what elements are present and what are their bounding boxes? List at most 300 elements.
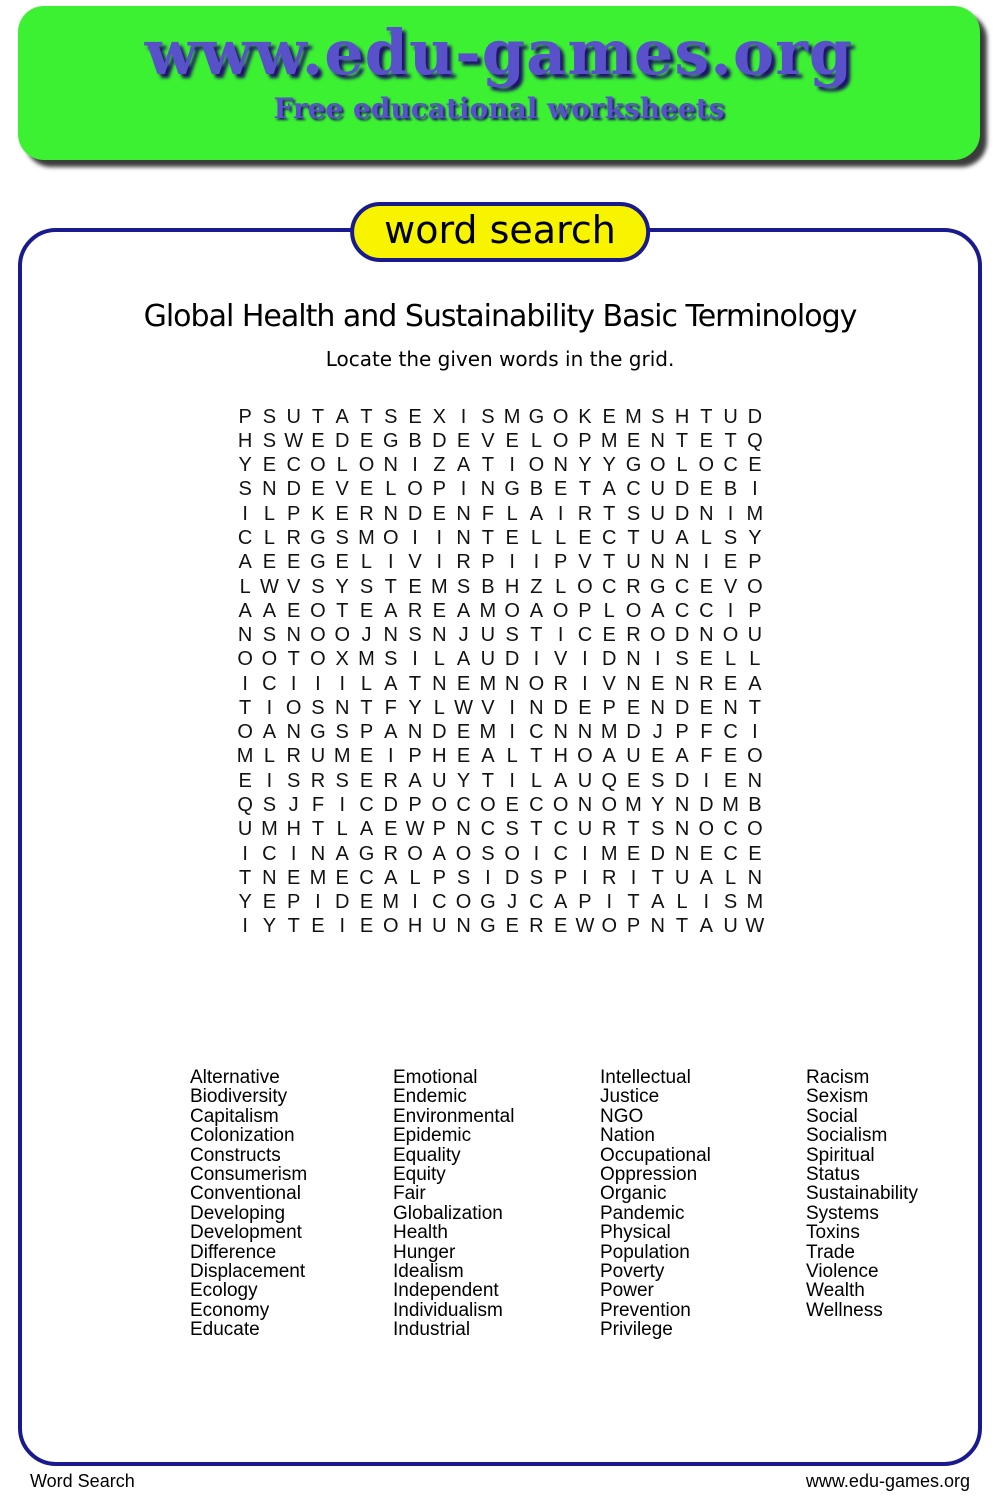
grid-letter: F bbox=[311, 793, 325, 816]
grid-letter: E bbox=[335, 551, 349, 574]
grid-letter: S bbox=[359, 575, 374, 598]
grid-letter: S bbox=[651, 405, 665, 428]
grid-letter: Y bbox=[335, 575, 349, 598]
grid-letter: A bbox=[554, 769, 568, 792]
grid-letter: N bbox=[699, 624, 714, 647]
grid-letter: P bbox=[578, 891, 592, 914]
grid-letter: A bbox=[748, 672, 762, 695]
grid-letter: I bbox=[387, 745, 394, 768]
word-list-item: Oppression bbox=[600, 1164, 698, 1186]
grid-letter: L bbox=[725, 866, 737, 889]
grid-letter: E bbox=[505, 915, 519, 938]
word-list-item: Spiritual bbox=[806, 1144, 875, 1166]
grid-letter: B bbox=[481, 575, 495, 598]
grid-letter: U bbox=[723, 405, 738, 428]
grid-letter: F bbox=[700, 745, 713, 768]
grid-letter: E bbox=[578, 526, 592, 549]
word-search-badge: word search bbox=[350, 202, 650, 262]
grid-letter: Z bbox=[530, 575, 543, 598]
grid-letter: N bbox=[674, 842, 690, 865]
grid-letter: S bbox=[505, 818, 519, 841]
grid-letter: A bbox=[384, 599, 398, 622]
grid-letter: T bbox=[481, 769, 494, 792]
grid-letter: I bbox=[290, 842, 297, 865]
grid-letter: M bbox=[479, 599, 497, 622]
word-list-item: Wealth bbox=[806, 1280, 865, 1302]
grid-letter: S bbox=[505, 624, 519, 647]
grid-letter: D bbox=[286, 478, 301, 501]
grid-letter: M bbox=[722, 793, 739, 816]
grid-letter: T bbox=[675, 915, 689, 938]
puzzle-title: Global Health and Sustainability Basic Terminology bbox=[143, 299, 857, 334]
word-list-item: Equity bbox=[393, 1164, 446, 1186]
grid-letter: V bbox=[578, 551, 592, 574]
grid-letter: I bbox=[703, 551, 710, 574]
grid-letter: E bbox=[359, 478, 374, 501]
grid-letter: A bbox=[238, 551, 252, 574]
word-list-item: Racism bbox=[806, 1067, 870, 1088]
grid-letter: P bbox=[287, 891, 301, 914]
grid-letter: O bbox=[601, 915, 617, 938]
grid-letter: J bbox=[288, 793, 299, 816]
grid-letter: N bbox=[383, 502, 398, 525]
grid-letter: L bbox=[433, 648, 445, 671]
grid-letter: O bbox=[237, 721, 253, 744]
grid-letter: Z bbox=[433, 454, 446, 477]
grid-letter: O bbox=[261, 648, 278, 671]
grid-letter: I bbox=[266, 769, 273, 792]
grid-letter: S bbox=[651, 769, 665, 792]
grid-letter: A bbox=[432, 842, 446, 865]
grid-letter: N bbox=[504, 672, 520, 695]
word-list-item: Displacement bbox=[190, 1261, 306, 1283]
grid-letter: A bbox=[456, 599, 471, 622]
grid-letter: X bbox=[432, 405, 446, 428]
grid-letter: N bbox=[626, 648, 641, 671]
grid-letter: I bbox=[727, 599, 734, 622]
grid-letter: P bbox=[287, 502, 301, 525]
word-list-item: Developing bbox=[190, 1202, 286, 1224]
grid-letter: H bbox=[407, 915, 423, 938]
grid-letter: V bbox=[481, 429, 495, 452]
grid-letter: L bbox=[506, 502, 518, 525]
site-title: www.edu-games.org bbox=[144, 16, 854, 89]
grid-letter: N bbox=[747, 866, 763, 889]
word-list-item: Economy bbox=[190, 1299, 270, 1321]
grid-letter: X bbox=[335, 648, 349, 671]
grid-letter: N bbox=[262, 478, 277, 501]
grid-letter: L bbox=[555, 575, 567, 598]
word-column bbox=[600, 1068, 800, 1340]
word-list-item: Prevention bbox=[600, 1299, 691, 1321]
grid-letter: D bbox=[650, 842, 665, 865]
word-list-item: Violence bbox=[806, 1261, 879, 1283]
word-list-item: Biodiversity bbox=[190, 1086, 288, 1108]
grid-letter: P bbox=[238, 405, 252, 428]
grid-letter: W bbox=[575, 915, 595, 938]
grid-letter: T bbox=[530, 624, 543, 647]
grid-letter: E bbox=[359, 429, 374, 452]
grid-letter: T bbox=[530, 818, 543, 841]
grid-letter: T bbox=[530, 745, 543, 768]
grid-letter: C bbox=[529, 721, 544, 744]
grid-letter: M bbox=[358, 648, 375, 671]
grid-letter: C bbox=[529, 793, 544, 816]
grid-letter: P bbox=[626, 915, 641, 938]
grid-letter: M bbox=[600, 842, 618, 865]
grid-letter: L bbox=[336, 454, 348, 477]
grid-letter: O bbox=[722, 624, 739, 647]
grid-letter: Y bbox=[748, 526, 762, 549]
grid-letter: I bbox=[582, 648, 588, 671]
grid-letter: H bbox=[286, 818, 301, 841]
grid-letter: R bbox=[601, 866, 617, 889]
grid-letter: M bbox=[382, 891, 400, 914]
grid-letter: O bbox=[601, 793, 617, 816]
grid-letter: T bbox=[748, 696, 761, 719]
grid-letter: R bbox=[310, 769, 326, 792]
grid-letter: S bbox=[675, 648, 689, 671]
grid-letter: E bbox=[505, 526, 519, 549]
grid-letter: T bbox=[311, 405, 325, 428]
site-header-banner bbox=[18, 6, 980, 160]
grid-letter: O bbox=[431, 793, 448, 816]
grid-letter: V bbox=[602, 672, 616, 695]
grid-letter: E bbox=[505, 429, 519, 452]
grid-letter: P bbox=[481, 551, 495, 574]
grid-letter: U bbox=[723, 915, 738, 938]
word-list-item: Organic bbox=[600, 1183, 667, 1205]
grid-letter: R bbox=[626, 624, 641, 647]
grid-letter: E bbox=[626, 842, 641, 865]
grid-letter: N bbox=[553, 721, 568, 744]
grid-letter: P bbox=[432, 866, 446, 889]
grid-letter: L bbox=[676, 891, 688, 914]
grid-letter: D bbox=[383, 793, 398, 816]
grid-letter: D bbox=[674, 624, 690, 647]
grid-letter: V bbox=[723, 575, 738, 598]
grid-letter: S bbox=[262, 624, 277, 647]
grid-letter: E bbox=[456, 721, 471, 744]
grid-letter: I bbox=[266, 696, 273, 719]
grid-letter: A bbox=[481, 745, 495, 768]
grid-letter: B bbox=[748, 793, 762, 816]
word-list-item: Environmental bbox=[393, 1105, 515, 1127]
grid-letter: D bbox=[553, 696, 568, 719]
word-list-item: Endemic bbox=[393, 1086, 467, 1108]
grid-letter: T bbox=[724, 429, 737, 452]
grid-letter: P bbox=[432, 478, 446, 501]
grid-letter: T bbox=[311, 818, 325, 841]
grid-letter: M bbox=[625, 793, 642, 816]
grid-letter: O bbox=[382, 526, 399, 549]
grid-letter: N bbox=[383, 454, 398, 477]
grid-letter: E bbox=[311, 478, 325, 501]
word-list-item: Fair bbox=[393, 1183, 426, 1205]
grid-letter: D bbox=[674, 769, 690, 792]
grid-letter: S bbox=[262, 793, 277, 816]
word-list-item: Population bbox=[600, 1241, 690, 1263]
grid-letter: W bbox=[745, 915, 765, 938]
grid-letter: A bbox=[602, 745, 616, 768]
grid-letter: I bbox=[582, 866, 588, 889]
grid-letter: N bbox=[432, 672, 447, 695]
grid-letter: T bbox=[627, 526, 640, 549]
grid-letter: R bbox=[529, 915, 544, 938]
grid-letter: U bbox=[577, 769, 593, 792]
grid-letter: T bbox=[481, 526, 494, 549]
grid-letter: E bbox=[359, 745, 374, 768]
grid-letter: T bbox=[627, 818, 640, 841]
grid-letter: O bbox=[698, 454, 715, 477]
grid-letter: N bbox=[626, 672, 641, 695]
word-list-item: NGO bbox=[600, 1105, 644, 1127]
grid-letter: D bbox=[626, 721, 641, 744]
grid-letter: R bbox=[359, 502, 374, 525]
grid-letter: H bbox=[504, 575, 520, 598]
grid-letter: E bbox=[554, 915, 568, 938]
word-list-item: Physical bbox=[600, 1222, 671, 1244]
grid-letter: C bbox=[529, 891, 544, 914]
grid-letter: M bbox=[625, 405, 642, 428]
grid-letter: C bbox=[262, 672, 277, 695]
grid-letter: E bbox=[287, 551, 301, 574]
grid-letter: T bbox=[384, 575, 397, 598]
grid-letter: I bbox=[654, 648, 661, 671]
grid-letter: P bbox=[578, 599, 592, 622]
grid-letter: F bbox=[481, 502, 494, 525]
grid-letter: E bbox=[723, 745, 738, 768]
grid-letter: C bbox=[601, 575, 617, 598]
grid-letter: P bbox=[554, 866, 568, 889]
grid-letter: I bbox=[315, 672, 321, 695]
word-column bbox=[190, 1068, 390, 1340]
grid-letter: S bbox=[335, 721, 349, 744]
grid-letter: I bbox=[460, 478, 467, 501]
grid-letter: N bbox=[237, 624, 253, 647]
grid-letter: E bbox=[626, 429, 641, 452]
word-list-item: Privilege bbox=[600, 1319, 673, 1341]
grid-letter: I bbox=[315, 891, 321, 914]
grid-letter: N bbox=[650, 915, 665, 938]
grid-letter: E bbox=[626, 696, 641, 719]
grid-letter: Y bbox=[238, 454, 252, 477]
grid-letter: D bbox=[432, 721, 447, 744]
grid-letter: T bbox=[700, 405, 713, 428]
grid-letter: E bbox=[238, 769, 252, 792]
grid-letter: E bbox=[602, 624, 616, 647]
grid-letter: M bbox=[503, 405, 521, 428]
grid-letter: I bbox=[485, 866, 491, 889]
grid-letter: L bbox=[506, 745, 518, 768]
grid-letter: N bbox=[577, 793, 593, 816]
grid-letter: U bbox=[650, 526, 665, 549]
word-list-item: Wellness bbox=[806, 1299, 883, 1321]
grid-letter: N bbox=[286, 721, 301, 744]
grid-letter: O bbox=[528, 454, 545, 477]
grid-letter: A bbox=[602, 478, 616, 501]
grid-letter: U bbox=[480, 624, 496, 647]
grid-letter: E bbox=[699, 648, 713, 671]
grid-letter: E bbox=[505, 793, 519, 816]
grid-letter: D bbox=[432, 429, 447, 452]
grid-letter: N bbox=[480, 478, 496, 501]
grid-letter: C bbox=[553, 818, 568, 841]
grid-letter: O bbox=[455, 891, 472, 914]
grid-letter: H bbox=[553, 745, 568, 768]
grid-letter: E bbox=[262, 551, 277, 574]
grid-letter: O bbox=[577, 745, 593, 768]
grid-letter: G bbox=[480, 915, 496, 938]
grid-letter: R bbox=[383, 842, 398, 865]
puzzle-instruction: Locate the given words in the grid. bbox=[325, 347, 675, 371]
footer-doc-label: Word Search bbox=[30, 1471, 135, 1491]
grid-letter: W bbox=[405, 818, 425, 841]
grid-letter: M bbox=[479, 672, 497, 695]
grid-letter: T bbox=[360, 696, 373, 719]
grid-letter: T bbox=[675, 429, 689, 452]
grid-letter: I bbox=[582, 842, 588, 865]
grid-letter: O bbox=[455, 842, 472, 865]
grid-letter: I bbox=[339, 793, 345, 816]
grid-letter: T bbox=[287, 915, 300, 938]
grid-letter: E bbox=[651, 745, 665, 768]
grid-letter: P bbox=[554, 551, 568, 574]
grid-letter: M bbox=[309, 866, 327, 889]
grid-letter: I bbox=[436, 551, 443, 574]
grid-letter: S bbox=[456, 866, 471, 889]
grid-letter: T bbox=[408, 672, 422, 695]
grid-letter: E bbox=[723, 769, 738, 792]
word-list-item: Capitalism bbox=[190, 1105, 279, 1127]
grid-letter: L bbox=[263, 745, 275, 768]
grid-letter: I bbox=[752, 721, 758, 744]
grid-letter: D bbox=[699, 793, 714, 816]
grid-letter: E bbox=[359, 599, 374, 622]
grid-letter: D bbox=[674, 502, 690, 525]
grid-letter: U bbox=[674, 866, 690, 889]
grid-letter: O bbox=[649, 624, 666, 647]
grid-letter: C bbox=[359, 866, 374, 889]
grid-letter: C bbox=[674, 575, 690, 598]
footer-site-url: www.edu-games.org bbox=[805, 1471, 970, 1491]
grid-letter: P bbox=[675, 721, 689, 744]
grid-letter: E bbox=[456, 672, 471, 695]
grid-letter: J bbox=[361, 624, 372, 647]
grid-letter: I bbox=[509, 454, 515, 477]
grid-letter: I bbox=[412, 454, 418, 477]
grid-letter: J bbox=[652, 721, 663, 744]
grid-letter: C bbox=[553, 842, 568, 865]
word-list-item: Sustainability bbox=[806, 1183, 918, 1205]
word-list-item: Alternative bbox=[190, 1067, 280, 1088]
grid-letter: O bbox=[310, 599, 326, 622]
grid-letter: U bbox=[286, 405, 301, 428]
grid-letter: G bbox=[504, 478, 520, 501]
grid-letter: C bbox=[577, 624, 593, 647]
grid-letter: G bbox=[310, 551, 326, 574]
grid-letter: W bbox=[454, 696, 474, 719]
grid-letter: A bbox=[699, 915, 713, 938]
grid-letter: O bbox=[310, 454, 326, 477]
grid-letter: E bbox=[699, 842, 713, 865]
grid-letter: O bbox=[237, 648, 253, 671]
grid-letter: S bbox=[335, 526, 349, 549]
grid-letter: I bbox=[509, 551, 515, 574]
grid-letter: C bbox=[359, 793, 374, 816]
grid-letter: T bbox=[627, 891, 640, 914]
grid-letter: E bbox=[578, 696, 592, 719]
grid-letter: C bbox=[723, 818, 738, 841]
grid-letter: Q bbox=[601, 769, 617, 792]
grid-letter: Y bbox=[262, 915, 277, 938]
grid-letter: N bbox=[310, 842, 326, 865]
grid-letter: E bbox=[748, 842, 762, 865]
grid-letter: E bbox=[432, 599, 446, 622]
grid-letter: G bbox=[382, 429, 399, 452]
grid-letter: V bbox=[481, 696, 495, 719]
grid-letter: Q bbox=[237, 793, 253, 816]
grid-letter: N bbox=[456, 818, 471, 841]
grid-letter: D bbox=[504, 648, 520, 671]
word-list-item: Independent bbox=[393, 1280, 499, 1302]
grid-letter: I bbox=[606, 891, 612, 914]
grid-letter: C bbox=[480, 818, 496, 841]
grid-letter: C bbox=[432, 891, 447, 914]
grid-letter: D bbox=[504, 866, 520, 889]
grid-letter: R bbox=[626, 575, 641, 598]
grid-letter: V bbox=[335, 478, 349, 501]
grid-letter: O bbox=[552, 793, 569, 816]
grid-letter: O bbox=[528, 672, 545, 695]
grid-letter: K bbox=[578, 405, 592, 428]
grid-letter: N bbox=[650, 429, 665, 452]
grid-letter: O bbox=[577, 575, 593, 598]
grid-letter: E bbox=[311, 429, 325, 452]
grid-letter: W bbox=[259, 575, 279, 598]
letter-grid bbox=[233, 405, 767, 939]
grid-letter: S bbox=[529, 866, 544, 889]
grid-letter: A bbox=[456, 454, 471, 477]
word-list-item: Status bbox=[806, 1164, 860, 1186]
grid-letter: N bbox=[650, 696, 665, 719]
grid-letter: O bbox=[285, 696, 302, 719]
grid-letter: N bbox=[262, 866, 277, 889]
grid-letter: G bbox=[649, 575, 666, 598]
grid-letter: L bbox=[530, 526, 542, 549]
grid-letter: P bbox=[408, 793, 422, 816]
word-list-item: Emotional bbox=[393, 1067, 478, 1088]
grid-letter: U bbox=[650, 502, 665, 525]
grid-letter: F bbox=[700, 721, 713, 744]
word-list-item: Systems bbox=[806, 1202, 879, 1224]
grid-letter: S bbox=[384, 648, 398, 671]
grid-letter: O bbox=[358, 454, 375, 477]
grid-letter: I bbox=[727, 502, 734, 525]
grid-letter: L bbox=[360, 672, 373, 695]
grid-letter: A bbox=[384, 672, 398, 695]
grid-letter: A bbox=[335, 405, 349, 428]
grid-letter: A bbox=[675, 526, 689, 549]
grid-letter: W bbox=[284, 429, 304, 452]
word-list-item: Educate bbox=[190, 1319, 260, 1341]
grid-letter: A bbox=[675, 745, 689, 768]
grid-letter: E bbox=[359, 891, 374, 914]
word-list-item: Epidemic bbox=[393, 1125, 472, 1147]
grid-letter: L bbox=[409, 866, 421, 889]
grid-letter: E bbox=[359, 915, 374, 938]
grid-letter: L bbox=[263, 526, 275, 549]
